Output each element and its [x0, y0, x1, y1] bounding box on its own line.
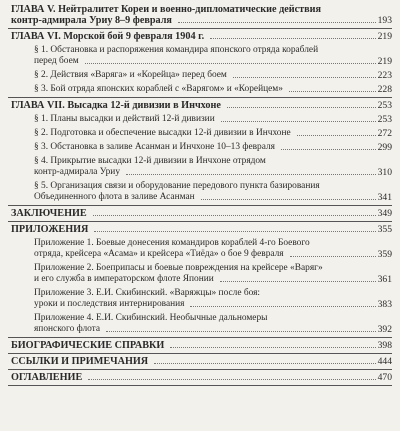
toc-entry-title-line: японского флота: [34, 324, 101, 334]
toc-entry-title-line: § 3. Бой отряда японских кораблей с «Варягом» и «Корейцем»: [34, 84, 283, 94]
dot-leader: [106, 331, 376, 332]
toc-entry-s6-2[interactable]: [8, 70, 392, 81]
toc-entry-a3[interactable]: [8, 288, 392, 310]
toc-entry-s7-1[interactable]: [8, 114, 392, 125]
dot-leader: [220, 281, 376, 282]
dot-leader: [94, 231, 375, 232]
toc-entry-title-line: ПРИЛОЖЕНИЯ: [11, 224, 89, 235]
dot-leader: [85, 63, 376, 64]
toc-separator: [8, 28, 392, 29]
toc-entry-title-line: Приложение 4. Е.И. Скибинский. Необычные дальномеры: [34, 313, 268, 323]
toc-entry-a2[interactable]: [8, 263, 392, 285]
toc-entry-a4[interactable]: [8, 313, 392, 335]
toc-entry-s6-1[interactable]: [8, 45, 392, 67]
toc-entry-title-line: ГЛАВА VI. Морской бой 9 февраля 1904 г.: [11, 31, 205, 42]
toc-separator: [8, 353, 392, 354]
toc-page-number: 193: [377, 15, 392, 26]
toc-entry-bio[interactable]: [8, 340, 392, 351]
toc-entry-s7-5[interactable]: [8, 181, 392, 203]
table-of-contents: [8, 4, 392, 386]
toc-entry-a1[interactable]: [8, 238, 392, 260]
toc-page-number: 444: [377, 356, 392, 367]
toc-entry-title-line: перед боем: [34, 56, 79, 66]
toc-page-number: 355: [377, 224, 392, 235]
toc-separator: [8, 221, 392, 222]
toc-entry-title-line: контр-адмирала Уриу 8–9 февраля: [11, 15, 172, 26]
dot-leader: [221, 121, 376, 122]
toc-entry-s6-3[interactable]: [8, 84, 392, 95]
dot-leader: [297, 135, 376, 136]
toc-separator: [8, 205, 392, 206]
toc-page-number: 392: [377, 324, 392, 335]
toc-entry-title-line: ГЛАВА V. Нейтралитет Кореи и военно-дипломатические действия: [11, 4, 322, 15]
dot-leader: [290, 256, 376, 257]
toc-entry-title-line: БИОГРАФИЧЕСКИЕ СПРАВКИ: [11, 340, 165, 351]
toc-entry-title-line: ОГЛАВЛЕНИЕ: [11, 372, 83, 383]
toc-entry-title-line: контр-адмирала Уриу: [34, 167, 121, 177]
dot-leader: [227, 107, 376, 108]
toc-entry-title-line: ГЛАВА VII. Высадка 12-й дивизии в Инчхоне: [11, 100, 221, 111]
toc-page-number: 361: [377, 274, 392, 285]
toc-entry-title-line: § 1. Планы высадки и действий 12-й дивизии: [34, 114, 215, 124]
toc-entry-title-line: ССЫЛКИ И ПРИМЕЧАНИЯ: [11, 356, 149, 367]
toc-entry-contents[interactable]: [8, 372, 392, 383]
toc-entry-s7-2[interactable]: [8, 128, 392, 139]
dot-leader: [93, 215, 376, 216]
toc-page-number: 299: [377, 142, 392, 153]
dot-leader: [289, 91, 376, 92]
toc-entry-ch6[interactable]: [8, 31, 392, 42]
toc-entry-title-line: Приложение 2. Боеприпасы и боевые повреждения на крейсере «Варяг»: [34, 263, 323, 273]
toc-separator: [8, 337, 392, 338]
dot-leader: [233, 77, 376, 78]
toc-entry-title-line: отряда, крейсера «Асама» и крейсера «Тиёда» о бое 9 февраля: [34, 249, 284, 259]
toc-separator: [8, 385, 392, 386]
toc-page-number: 398: [377, 340, 392, 351]
toc-entry-s7-4[interactable]: [8, 156, 392, 178]
toc-page-number: 341: [377, 192, 392, 203]
toc-page-number: 223: [377, 70, 392, 81]
toc-entry-refs[interactable]: [8, 356, 392, 367]
dot-leader: [88, 379, 375, 380]
toc-page-number: 310: [377, 167, 392, 178]
toc-entry-title-line: Приложение 1. Боевые донесения командиров кораблей 4-го Боевого: [34, 238, 310, 248]
toc-entry-appx[interactable]: [8, 224, 392, 235]
toc-entry-title-line: уроки и последствия интернирования: [34, 299, 185, 309]
toc-entry-title-line: § 2. Подготовка и обеспечение высадки 12-й дивизии в Инчхоне: [34, 128, 291, 138]
dot-leader: [190, 306, 375, 307]
toc-entry-ch7[interactable]: [8, 100, 392, 111]
toc-page-number: 253: [377, 100, 392, 111]
toc-entry-title-line: ЗАКЛЮЧЕНИЕ: [11, 208, 87, 219]
toc-page-number: 470: [377, 372, 392, 383]
dot-leader: [178, 22, 376, 23]
dot-leader: [170, 347, 375, 348]
toc-entry-title-line: Приложение 3. Е.И. Скибинский. «Варяжцы» после боя:: [34, 288, 261, 298]
toc-page-number: 383: [377, 299, 392, 310]
dot-leader: [210, 38, 375, 39]
toc-page-number: 359: [377, 249, 392, 260]
toc-page-number: 219: [377, 31, 392, 42]
toc-page-number: 272: [377, 128, 392, 139]
dot-leader: [281, 149, 376, 150]
toc-entry-concl[interactable]: [8, 208, 392, 219]
toc-entry-title-line: § 5. Организация связи и оборудование передового пункта базирования: [34, 181, 320, 191]
toc-page-number: 228: [377, 84, 392, 95]
dot-leader: [154, 363, 375, 364]
toc-page-number: 253: [377, 114, 392, 125]
toc-entry-title-line: § 1. Обстановка и распоряжения командира японского отряда кораблей: [34, 45, 319, 55]
dot-leader: [201, 199, 376, 200]
dot-leader: [126, 174, 376, 175]
toc-page-number: 219: [377, 56, 392, 67]
toc-separator: [8, 369, 392, 370]
toc-entry-s7-3[interactable]: [8, 142, 392, 153]
toc-entry-title-line: § 2. Действия «Варяга» и «Корейца» перед боем: [34, 70, 227, 80]
toc-page-number: 349: [377, 208, 392, 219]
toc-entry-title-line: § 3. Обстановка в заливе Асанман и Инчхоне 10–13 февраля: [34, 142, 275, 152]
toc-separator: [8, 97, 392, 98]
toc-entry-title-line: Объединенного флота в заливе Асанман: [34, 192, 195, 202]
toc-entry-title-line: и его служба в императорском флоте Японии: [34, 274, 214, 284]
toc-entry-title-line: § 4. Прикрытие высадки 12-й дивизии в Инчхоне отрядом: [34, 156, 266, 166]
toc-entry-ch5[interactable]: [8, 4, 392, 26]
